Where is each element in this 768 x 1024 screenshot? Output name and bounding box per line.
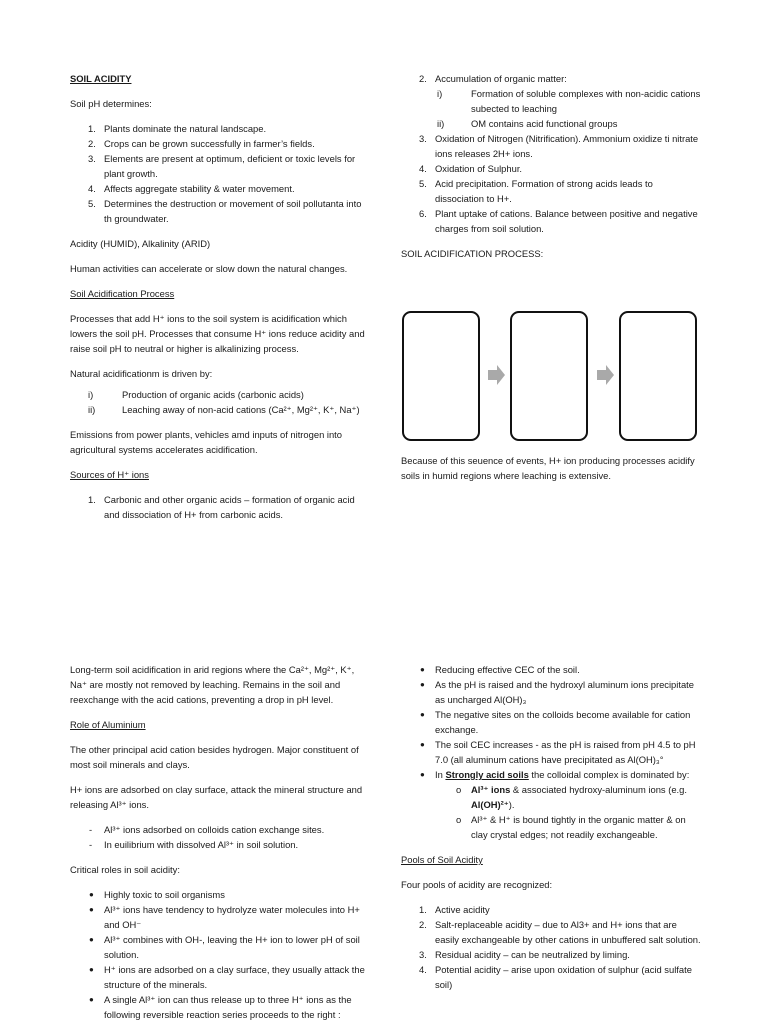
list-item: 2. Salt-replaceable acidity – due to Al3+ and H+ ions that are easily exchangeable by other cations in unbuffered salt solution. <box>419 919 701 945</box>
list-item: ● The soil CEC increases - as the pH is raised from pH 4.5 to pH 7.0 (all aluminum cations have precipitated as Al(OH)₃° <box>420 739 696 765</box>
natural-drivers-list <box>52 387 370 417</box>
list-item: i) Production of organic acids (carbonic acids) <box>88 389 304 400</box>
flow-step-box-1 <box>402 311 480 441</box>
sources-list-continued <box>401 71 701 86</box>
page1-right-column <box>401 71 701 271</box>
organic-matter-sublist <box>401 86 701 131</box>
cec-bullet-list <box>401 662 701 782</box>
list-item: ● H⁺ ions are adsorbed on a clay surface, they usually attack the structure of the minerals. <box>89 964 365 990</box>
list-item: 4. Oxidation of Sulphur. <box>419 163 523 174</box>
list-item: ● Al³⁺ combines with OH-, leaving the H+ ion to lower pH of soil solution. <box>89 934 360 960</box>
list-item: o Al³⁺ & H⁺ is bound tightly in the organic matter & on clay crystal edges; not readily exchangeable. <box>456 814 686 840</box>
flow-title: SOIL ACIDIFICATION PROCESS: <box>401 248 544 259</box>
list-item: 4. Affects aggregate stability & water movement. <box>88 183 295 194</box>
list-item: 4. Potential acidity – arise upon oxidation of sulphur (acid sulfate soil) <box>419 964 692 990</box>
list-item: 2. Accumulation of organic matter: <box>419 73 567 84</box>
strongly-acid-soils-term: Strongly acid soils <box>445 769 529 780</box>
flow-step-box-3 <box>619 311 697 441</box>
list-item: 1. Active acidity <box>419 904 490 915</box>
ph-determines-list <box>70 121 370 226</box>
list-item: ii) Leaching away of non-acid cations (Ca²⁺, Mg²⁺, K⁺, Na⁺) <box>88 404 360 415</box>
list-item: ● As the pH is raised and the hydroxyl aluminum ions precipitate as uncharged Al(OH)₃ <box>420 679 694 705</box>
list-item: 1. Carbonic and other organic acids – formation of organic acid and dissociation of H+ from carbonic acids. <box>88 494 355 520</box>
list-item: 5. Acid precipitation. Formation of strong acids leads to dissociation to H+. <box>419 178 653 204</box>
list-item: - Al³⁺ ions adsorbed on colloids cation exchange sites. <box>89 824 325 835</box>
sources-list-continued-2 <box>401 131 701 236</box>
list-item: ● Highly toxic to soil organisms <box>89 889 225 900</box>
acidification-flow-diagram <box>401 309 701 444</box>
arrow-right-icon <box>595 365 615 385</box>
hplus-paragraph: H+ ions are adsorbed on clay surface, attack the mineral structure and releasing Al³⁺ ions. <box>70 784 363 810</box>
acidity-line: Acidity (HUMID), Alkalinity (ARID) <box>70 238 211 249</box>
critical-roles-list <box>70 887 370 1022</box>
list-item: 6. Plant uptake of cations. Balance between positive and negative charges from soil solution. <box>419 208 698 234</box>
section-heading: Role of Aluminium <box>70 719 146 730</box>
section-heading: Sources of H⁺ ions <box>70 469 149 480</box>
critical-intro: Critical roles in soil acidity: <box>70 864 180 875</box>
list-item: 1. Plants dominate the natural landscape. <box>88 123 267 134</box>
page1-left-column <box>70 71 370 532</box>
list-item: o Al³⁺ ions & associated hydroxy-aluminum ions (e.g. Al(OH)²⁺). <box>456 784 687 810</box>
pools-list <box>401 902 701 992</box>
list-item: 3. Residual acidity – can be neutralized by liming. <box>419 949 630 960</box>
list-item: 3. Oxidation of Nitrogen (Nitrification). Ammonium oxidize ti nitrate ions releases 2H+ ions. <box>419 133 699 159</box>
list-item: 5. Determines the destruction or movement of soil pollutanta into th groundwater. <box>88 198 362 224</box>
flow-step-box-2 <box>510 311 588 441</box>
page2-right-column <box>401 662 701 1002</box>
list-item: ● The negative sites on the colloids become available for cation exchange. <box>420 709 691 735</box>
list-item: i) Formation of soluble complexes with non-acidic cations subected to leaching <box>437 88 701 114</box>
page2-left-column <box>70 662 370 1024</box>
emissions-paragraph: Emissions from power plants, vehicles amd inputs of nitrogen into agricultural systems accelerates acidification. <box>70 429 343 455</box>
list-item: 2. Crops can be grown successfully in farmer’s fields. <box>88 138 315 149</box>
page-title: SOIL ACIDITY <box>70 73 132 84</box>
natural-intro: Natural acidificationm is driven by: <box>70 368 213 379</box>
list-item: ● A single Al³⁺ ion can thus release up to three H⁺ ions as the following reversible reaction series proceeds to the right : <box>89 994 352 1020</box>
section-heading: Soil Acidification Process <box>70 288 175 299</box>
because-block <box>401 453 701 483</box>
list-item: ● Reducing effective CEC of the soil. <box>420 664 580 675</box>
list-item: - In euilibrium with dissolved Al³⁺ in soil solution. <box>89 839 299 850</box>
pools-intro: Four pools of acidity are recognized: <box>401 879 553 890</box>
strong-acid-sublist <box>401 782 701 842</box>
ph-intro: Soil pH determines: <box>70 98 152 109</box>
list-item: ● Al³⁺ ions have tendency to hydrolyze water molecules into H+ and OH⁻ <box>89 904 360 930</box>
arrow-right-icon <box>486 365 506 385</box>
section-heading: Pools of Soil Acidity <box>401 854 483 865</box>
list-item: ii) OM contains acid functional groups <box>437 118 618 129</box>
role-paragraph: The other principal acid cation besides hydrogen. Major constituent of most soil minerals and clays. <box>70 744 359 770</box>
human-activities-line: Human activities can accelerate or slow down the natural changes. <box>70 263 348 274</box>
aluminium-dash-list <box>70 822 370 852</box>
process-paragraph: Processes that add H⁺ ions to the soil system is acidification which lowers the soil pH. Processes that consume H⁺ ions reduce acidity and raise soil pH to neutral or higher is alkalinizing process. <box>70 313 365 354</box>
list-item: 3. Elements are present at optimum, deficient or toxic levels for plant growth. <box>88 153 356 179</box>
list-item: ● In Strongly acid soils the colloidal complex is dominated by: <box>420 769 690 780</box>
longterm-paragraph: Long-term soil acidification in arid regions where the Ca²⁺, Mg²⁺, K⁺, Na⁺ are mostly not removed by leaching. Remains in the soil and reexchange with the acid cations, preventing a drop in pH level. <box>70 664 355 705</box>
because-paragraph: Because of this seuence of events, H+ ion producing processes acidify soils in humid regions where leaching is extensive. <box>401 455 695 481</box>
